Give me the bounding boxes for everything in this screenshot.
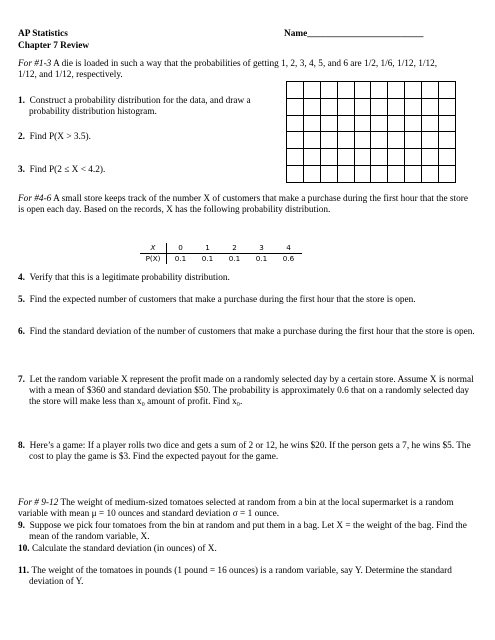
table-cell: 2 — [232, 243, 237, 252]
section-lead: For #4-6 — [18, 194, 52, 204]
chapter-title: Chapter 7 Review — [18, 41, 90, 51]
table-cell: 3 — [259, 243, 264, 252]
question-4: 4. Verify that this is a legitimate probability distribution. — [18, 273, 230, 283]
table-cell: 0.1 — [174, 254, 187, 263]
question-2: 2. Find P(X > 3.5). — [18, 132, 91, 142]
section-lead: For #1-3 — [18, 59, 52, 69]
graph-grid — [286, 81, 456, 183]
question-3: 3. Find P(2 ≤ X < 4.2). — [18, 165, 106, 175]
section-intro-3: For # 9-12 The weight of medium-sized tomatoes selected at random from a bin at the local supermarket is a random variable with mean μ = 10 ounces and standard deviation σ = 1 ounce. — [18, 498, 454, 520]
probability-table — [140, 243, 302, 264]
table-row — [140, 254, 302, 264]
table-cell: 0.1 — [228, 254, 241, 263]
table-cell: 4 — [286, 243, 291, 252]
question-6: 6. Find the standard deviation of the number of customers that make a purchase during the first hour that the store is open. — [18, 327, 475, 337]
table-cell: 0 — [178, 243, 183, 252]
question-1: 1. Construct a probability distribution for the data, and draw a probability distribution histogram. — [18, 96, 251, 118]
x-label: X — [140, 243, 167, 253]
table-cell: 1 — [205, 243, 210, 252]
table-cell: 0.1 — [201, 254, 214, 263]
table-row — [140, 243, 302, 254]
question-8: 8. Here’s a game: If a player rolls two dice and gets a sum of 2 or 12, he wins $20. If the person gets a 7, he wins $5. The cost to play the game is $3. Find the expected payout for the game. — [18, 441, 471, 463]
table-cell: 0.6 — [282, 254, 295, 263]
question-10: 10. Calculate the standard deviation (in ounces) of X. — [18, 544, 217, 554]
section-intro-2: For #4-6 A small store keeps track of the number X of customers that make a purchase during the first hour that the store is open each day. Based on the records, X has the following probability distribution. — [18, 194, 469, 216]
question-11: 11. The weight of the tomatoes in pounds (1 pound = 16 ounces) is a random variable, say Y. Determine the standard deviation of Y. — [18, 566, 452, 588]
section-intro-1: For #1-3 A die is loaded in such a way that the probabilities of getting 1, 2, 3, 4, 5, and 6 are 1/2, 1/6, 1/12, 1/12, 1/12, and 1/12, respectively. — [18, 59, 438, 81]
p-label: P(X) — [140, 254, 167, 264]
course-title: AP Statistics — [18, 29, 68, 39]
question-5: 5. Find the expected number of customers that make a purchase during the first hour that the store is open. — [18, 295, 416, 305]
table-cell: 0.1 — [255, 254, 268, 263]
question-9: 9. Suppose we pick four tomatoes from the bin at random and put them in a bag. Let X = the weight of the bag. Find the mean of the random variable, X. — [18, 521, 467, 543]
question-7: 7. Let the random variable X represent the profit made on a randomly selected day by a certain store. Assume X is normal with a mean of $360 and standard deviation $50. The probability is approximately 0.6 that on a randomly selected day the store will make less than x₀ amount of profit. Find x₀. — [18, 375, 474, 408]
name-field-label: Name_________________________ — [284, 29, 424, 39]
section-lead: For # 9-12 — [18, 498, 59, 508]
